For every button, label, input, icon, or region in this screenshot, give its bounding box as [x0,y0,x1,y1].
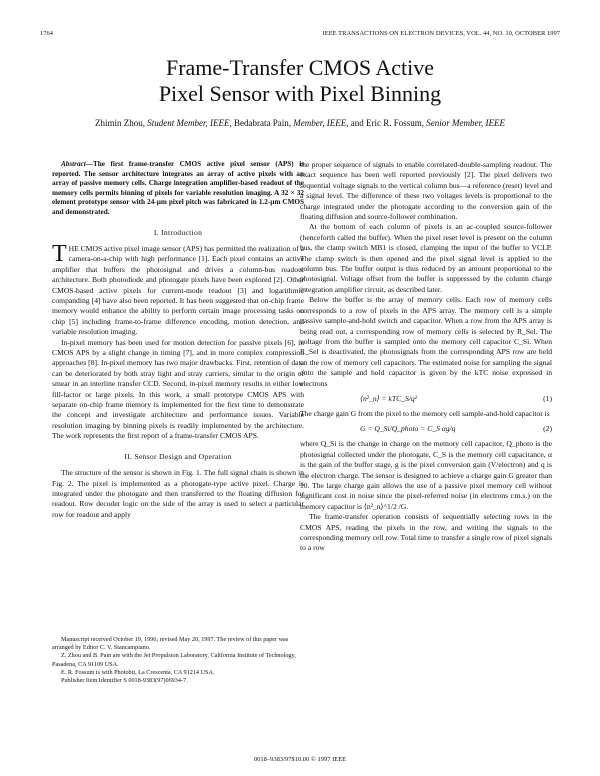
intro-paragraph-2: In-pixel memory has been used for motion detection for passive pixels [6], in CMOS APS by a slight change in timing [7], and in more complex compression approaches [8]. In-pixel memory has two major drawbacks. First, retention of data can be deteriorated by both stray light and stray carriers, similar to the origin of smear in an interline transfer CCD. Second, in-pixel memory results in either low fill-factor or large pixels. In this work, a small prototype CMOS APS with separate on-chip frame memory is implemented for the first time to demonstrate the concept and investigate architecture and performance issues. Variable resolution imaging by binning pixels is readily implemented by the architecture. The work represents the first report of a frame-transfer CMOS APS. [52,337,304,441]
author-2-role: Member, IEEE [293,118,347,128]
author-1: Zhimin Zhou, [95,118,148,128]
paper-title [0,55,600,107]
equation-2-expression: G = Q_Si/Q_photo = C_S αg/q [360,424,456,434]
author-3-role: Senior Member, IEEE [426,118,505,128]
equation-1 [300,391,552,407]
intro-paragraph-1 [52,240,304,338]
equation-2 [300,421,552,437]
author-1-role: Student Member, IEEE [147,118,230,128]
abstract-label: Abstract— [61,160,93,168]
right-paragraph-4: The charge gain G from the pixel to the memory cell sample-and-hold capacitor is [300,408,550,418]
footnote-manuscript: Manuscript received October 19, 1996; revised May 20, 1997. The review of this paper was arranged by Editor C. V. Stancampiano. [52,636,289,652]
footnote-block [52,636,304,685]
right-paragraph-1: the proper sequence of signals to enable correlated-double-sampling readout. The exact sequence has been well reported previously [2]. The pixel delivers two sequential voltage signals to the vertical column bus—a reference (reset) level and a signal level. The difference of these two voltages levels is proportional to the charge integrated under the photogate according to the conversion gain of the floating diffusion and source-follower combination. [300,160,552,222]
section-heading-design: II. Sensor Design and Operation [124,451,232,461]
title-line-1: Frame-Transfer CMOS Active [165,55,435,80]
author-list [0,118,600,128]
right-column [300,160,552,554]
right-paragraph-2: At the bottom of each column of pixels is an ac-coupled source-follower (henceforth called the buffer). When the pixel reset level is present on the column bus, the clamp switch MB1 is closed, clamping the input of the buffer to VCLP. The clamp switch is then opened and the pixel signal level is applied to the column bus. The buffer output is thus reduced by an amount proportional to the photosignal. Voltage offset from the buffer is suppressed by the column charge integration amplifier circuit, as described later. [300,222,552,294]
equation-1-expression: ⟨n²_n⟩ = kTC_S/q² [360,393,417,403]
left-column [52,160,304,520]
author-2: , Bedabrata Pain, [229,118,294,128]
footnote-affiliation-2: E. R. Fossum is with Photobit, La Crescenta, CA 91214 USA. [61,668,215,676]
abstract-text: The first frame-transfer CMOS active pixel sensor (APS) is reported. The sensor architecture integrates an array of active pixels with an array of passive memory cells. Charge integration amplifier-based readout of the memory cells permits binning of pixels for variable resolution imaging. A 32 × 32 element prototype sensor with 24-µm pixel pitch was fabricated in 1.2-µm CMOS and demonstrated. [52,160,304,216]
copyright-footer: 0018–9383/97$10.00 © 1997 IEEE [253,756,347,763]
footnote-identifier: Publisher Item Identifier S 0018-9383(97)06934-7. [61,677,188,685]
intro-paragraph-1-text: HE CMOS active pixel image sensor (APS) has permitted the realization of a camera-on-a-chip with high performance [1]. Each pixel contains an active amplifier that buffers the photosignal and drives a column-bus readout architecture. Both photodiode and photogate pixels have been explored [2]. Other CMOS-based active pixels for current-mode readout [3] and logarithmic companding [4] have also been reported. It has been suggested that on-chip frame memory would enhance the ability to perform certain image processing tasks on chip [5] including frame-to-frame difference encoding, motion detection, and variable resolution imaging. [52,243,304,337]
title-line-2: Pixel Sensor with Pixel Binning [158,81,442,106]
journal-header: IEEE TRANSACTIONS ON ELECTRON DEVICES, VOL. 44, NO. 10, OCTOBER 1997 [322,30,560,37]
footnote-affiliation-1: Z. Zhou and B. Pain are with the Jet Propulsion Laboratory, California Institute of Technology, Pasadena, CA 91109 USA. [52,652,296,668]
page-number: 1764 [40,30,53,37]
section-heading-introduction: I. Introduction [153,227,203,237]
author-3: , and Eric R. Fossum, [346,118,427,128]
drop-cap: T [52,240,67,267]
right-paragraph-6: The frame-transfer operation consists of sequentially selecting rows in the CMOS APS, reading the pixels in the row, and writing the signals to the corresponding memory cell row. Total time to transfer a single row of pixel signals to a row [300,512,552,553]
equation-2-number: (2) [543,424,552,434]
right-paragraph-5: where Q_Si is the change in charge on the memory cell capacitor, Q_photo is the photosignal collected under the photogate, C_S is the memory cell capacitance, α is the gain of the buffer stage, g is the pixel conversion gain (V/electron) and q is the electron charge. The sensor is designed to achieve a charge gain G greater than 10. The large charge gain allows the use of a passive pixel memory cell without significant cost in noise since the pixel-referred noise (in electrons r.m.s.) on the memory capacitor is ⟨n²_n⟩^1/2 /G. [300,439,552,511]
design-paragraph-1: The structure of the sensor is shown in Fig. 1. The full signal chain is shown in Fig. 2. The pixel is implemented as a photogate-type active pixel. Charge is integrated under the photogate and then transferred to the floating diffusion for readout. Row decoder logic on the side of the array is used to select a particular row for readout and apply [52,468,304,519]
abstract [52,160,304,218]
right-paragraph-3: Below the buffer is the array of memory cells. Each row of memory cells corresponds to a row of pixels in the APS array. The memory cell is a simple passive sample-and-hold switch and capacitor. When a row from the APS array is being read out, a corresponding row of memory cells is selected by R_Sel. The voltage from the buffer is sampled onto the memory cell capacitor C_Si. When R_Sel is deactivated, the photosignals from the corresponding APS row are held on the row of memory cell capacitors. The estimated noise for sampling the signal onto the sample and hold capacitor is given by the kTC noise expressed in electrons [300,295,552,388]
equation-1-number: (1) [543,393,552,403]
running-header [40,30,560,42]
